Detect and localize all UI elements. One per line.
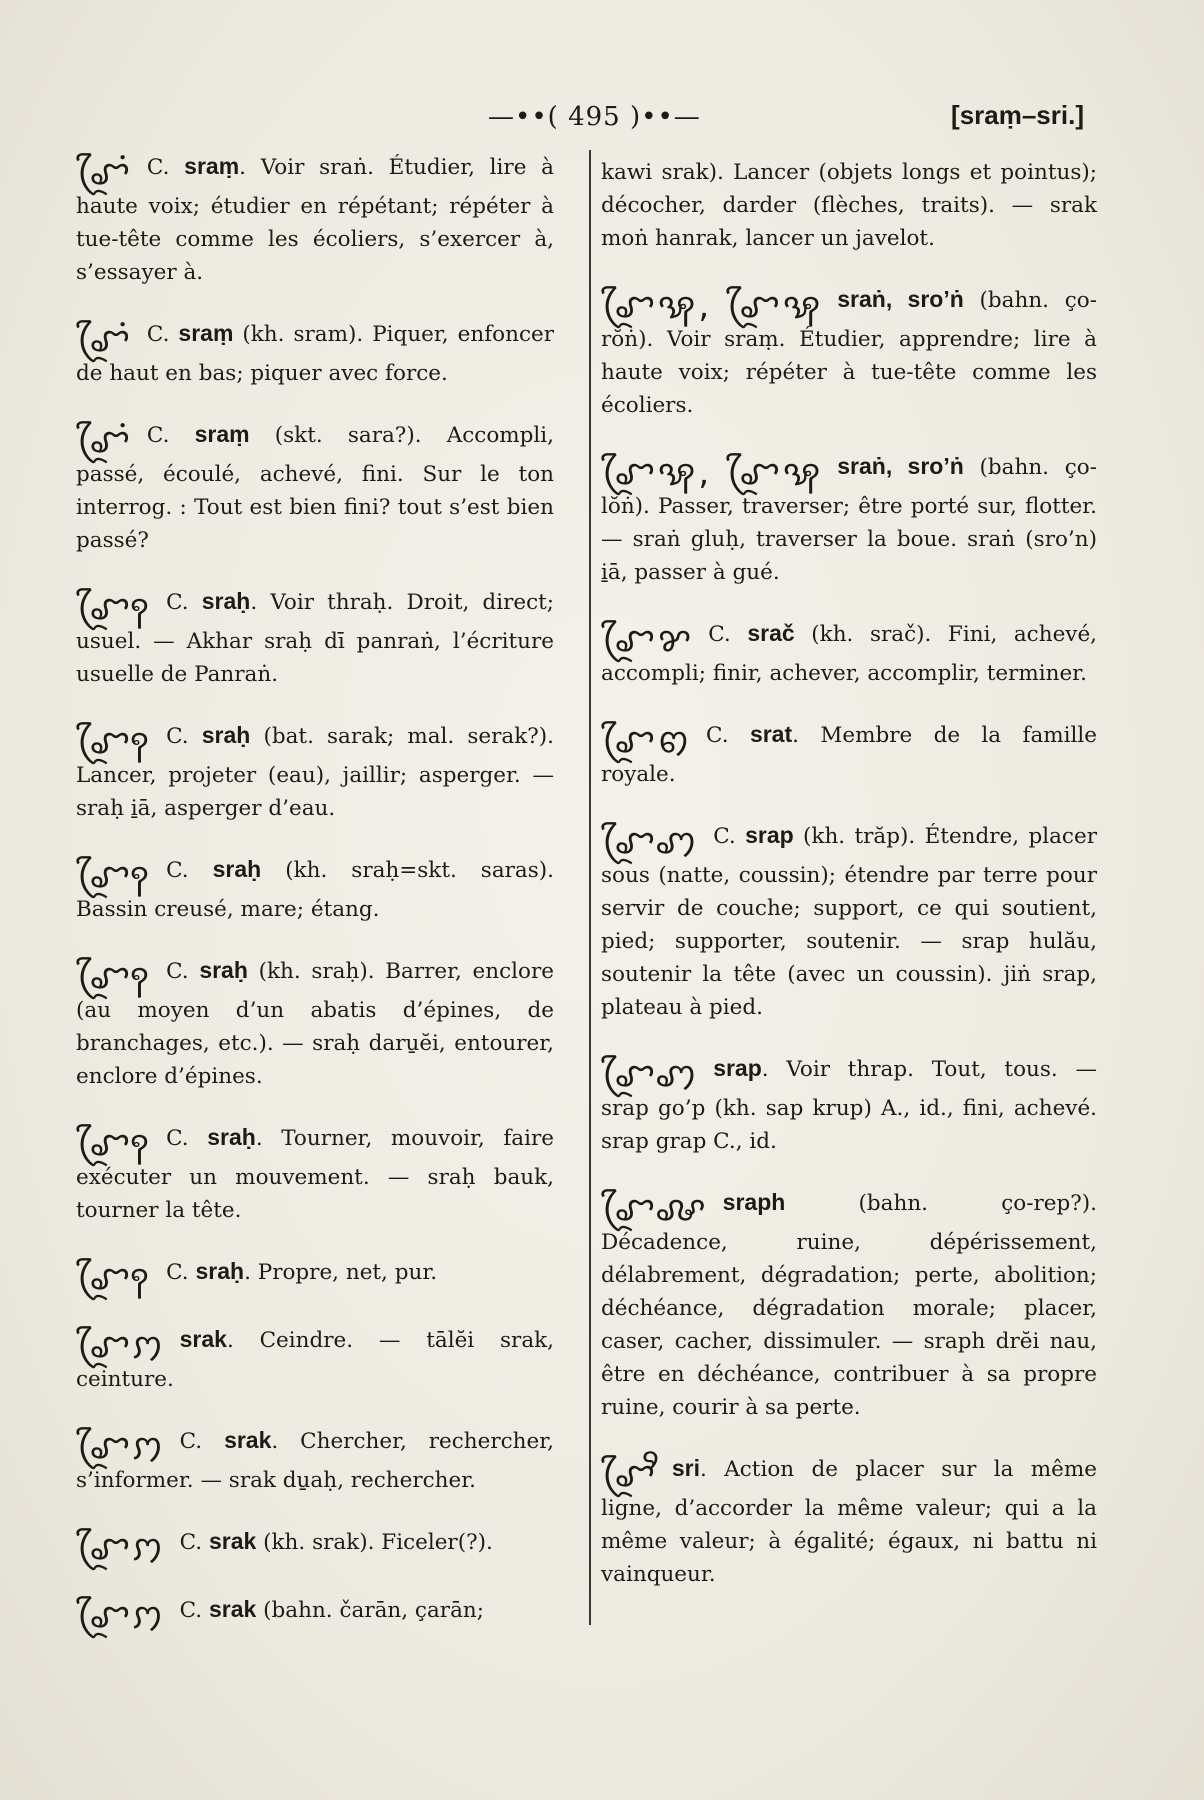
dictionary-entry bbox=[76, 1121, 554, 1227]
dictionary-entry bbox=[76, 150, 554, 289]
entry-definition: (bahn. ҫo-rŏṅ). Voir sraṃ. Étudier, apprendre; lire à haute voix; répéter à tue-tête comme les écoliers. bbox=[601, 288, 1097, 418]
dictionary-entry bbox=[76, 418, 554, 557]
entry-prefix: C. bbox=[166, 1260, 196, 1285]
cham-script-glyph: ꨧꨴꩍ bbox=[76, 957, 153, 997]
entry-definition: . Voir sraṅ. Étudier, lire à haute voix; étudier en répétant; répéter à tue-tête comme les écoliers, s’exercer à, s’essayer à. bbox=[76, 155, 554, 285]
dictionary-entry bbox=[76, 853, 554, 926]
entry-headword: srat bbox=[749, 721, 793, 747]
entry-headword: sraṃ bbox=[178, 320, 234, 346]
dictionary-entry bbox=[76, 1593, 554, 1636]
cham-script-glyph: ꨧꨴꩍ bbox=[76, 856, 153, 896]
entry-headword: sraḥ bbox=[195, 1258, 245, 1284]
dictionary-entry bbox=[601, 283, 1097, 422]
cham-script-glyph: ꨧꨴꨪ bbox=[601, 1455, 658, 1495]
cham-script-glyph: ꨧꨴꨜ bbox=[601, 1189, 709, 1229]
entry-definition: . Voir thrap. Tout, tous. — srap go’p (kh. sap krup) A., id., fini, achevé. srap grap C., id. bbox=[601, 1057, 1097, 1154]
cham-script-glyph: ꨧꨴꩌ bbox=[76, 320, 133, 360]
cham-script-glyph: ꨧꨴꩀ bbox=[76, 1427, 166, 1467]
entry-headword: srak bbox=[179, 1326, 227, 1352]
left-column bbox=[76, 150, 554, 1661]
cham-script-glyph: ꨧꨴꩂ, ꨧꨴꩂ bbox=[601, 286, 824, 326]
cham-script-glyph: ꨧꨴꩍ bbox=[76, 1124, 153, 1164]
entry-headword: sraḥ bbox=[199, 957, 248, 983]
entry-headword: srač bbox=[747, 620, 795, 646]
entry-prefix: C. bbox=[166, 724, 202, 749]
entry-definition: (kh. sraḥ=skt. saras). Bassin creusé, mare; étang. bbox=[76, 858, 554, 922]
entry-definition: . Propre, net, pur. bbox=[244, 1260, 438, 1285]
entry-definition: (bat. sarak; mal. serak?). Lancer, projeter (eau), jaillir; asperger. — sraḥ i̱ā, asperger d’eau. bbox=[76, 724, 555, 821]
running-head: [sraṃ–sri.] bbox=[951, 100, 1084, 130]
entry-definition: (kh. trăp). Étendre, placer sous (natte, coussin); étendre par terre pour servir de couche; support, ce qui soutient, pied; supporter, soutenir. — srap hulău, soutenir la tête (avec un coussin). jiṅ srap, plateau à pied. bbox=[601, 824, 1097, 1020]
entry-prefix: C. bbox=[166, 858, 213, 883]
entry-headword: sraḥ bbox=[207, 1124, 256, 1150]
entry-definition: . Chercher, rechercher, s’informer. — srak du̱aḥ, rechercher. bbox=[76, 1429, 554, 1493]
entry-definition: . Ceindre. — tālĕi srak, ceinture. bbox=[76, 1328, 554, 1392]
cham-script-glyph: ꨧꨴꩀ bbox=[76, 1596, 166, 1636]
entry-prefix: C. bbox=[179, 1429, 225, 1454]
dictionary-entry bbox=[76, 317, 554, 390]
entry-prefix: C. bbox=[706, 723, 750, 748]
entry-prefix: C. bbox=[713, 824, 746, 849]
cham-script-glyph: ꨧꨴꩇ bbox=[601, 822, 700, 862]
entry-headword: sri bbox=[671, 1455, 701, 1481]
entry-definition: (bahn. ҫo-lŏṅ). Passer, traverser; être porté sur, flotter. — sraṅ gluḥ, traverser la boue. sraṅ (sro’n) i̱ā, passer à gué. bbox=[601, 455, 1097, 585]
dictionary-entry bbox=[601, 450, 1097, 589]
entry-headword: srap bbox=[713, 1055, 762, 1081]
cham-script-glyph: ꨧꨴꩅ bbox=[601, 721, 693, 761]
dictionary-entry bbox=[76, 1323, 554, 1396]
dictionary-entry bbox=[76, 1424, 554, 1497]
entry-headword: sraṃ bbox=[184, 153, 240, 179]
entry-prefix: C. bbox=[708, 622, 748, 647]
entry-headword: srak bbox=[224, 1427, 272, 1453]
cham-script-glyph: ꨧꨴꩍ bbox=[76, 722, 153, 762]
cham-script-glyph: ꨧꨴꩌ bbox=[76, 153, 133, 193]
entry-prefix: C. bbox=[146, 155, 185, 180]
dictionary-entry bbox=[601, 718, 1097, 791]
entry-definition: . Tourner, mouvoir, faire exécuter un mouvement. — sraḥ bauk, tourner la tête. bbox=[76, 1126, 554, 1223]
entry-definition: (kh. srak). Ficeler(?). bbox=[256, 1530, 493, 1555]
dictionary-entry bbox=[76, 954, 554, 1093]
entry-headword: sraṅ, sro’ṅ bbox=[837, 286, 964, 312]
column-divider bbox=[589, 150, 591, 1625]
entry-headword: sraṃ bbox=[194, 421, 250, 447]
entry-definition: . Voir thraḥ. Droit, direct; usuel. — Akhar sraḥ dī panraṅ, l’écriture usuelle de Panraṅ. bbox=[76, 590, 554, 687]
dictionary-entry bbox=[76, 585, 554, 691]
cham-script-glyph: ꨧꨴꩂ, ꨧꨴꩂ bbox=[601, 453, 824, 493]
entry-definition: . Membre de la famille royale. bbox=[601, 723, 1097, 787]
cham-script-glyph: ꨧꨴꨌ bbox=[601, 620, 695, 660]
entry-headword: sraḥ bbox=[212, 856, 262, 882]
entry-prefix: C. bbox=[166, 959, 200, 984]
dictionary-entry bbox=[601, 819, 1097, 1024]
cham-script-glyph: ꨧꨴꩀ bbox=[76, 1528, 166, 1568]
entry-definition: (kh. srač). Fini, achevé, accompli; finir, achever, accomplir, terminer. bbox=[601, 622, 1097, 686]
dictionary-entry bbox=[76, 1525, 554, 1568]
cham-script-glyph: ꨧꨴꩌ bbox=[76, 421, 133, 461]
page-header bbox=[0, 98, 1204, 142]
entry-headword: sraph bbox=[722, 1189, 786, 1215]
entry-headword: srap bbox=[745, 822, 794, 848]
dictionary-entry bbox=[76, 1255, 554, 1298]
entry-headword: sraḥ bbox=[201, 588, 251, 614]
dictionary-entry bbox=[601, 1186, 1097, 1424]
entry-definition: (kh. sraḥ). Barrer, enclore (au moyen d’un abatis d’épines, de branchages, etc.). — sraḥ daru̱ĕi, entourer, enclore d’épines. bbox=[76, 959, 554, 1089]
entry-prefix: C. bbox=[166, 1126, 208, 1151]
entry-prefix: C. bbox=[179, 1598, 209, 1623]
entry-prefix: C. bbox=[146, 322, 179, 347]
entry-prefix: C. bbox=[146, 423, 195, 448]
entry-definition: (bahn. ҫo-rep?). Décadence, ruine, dépérissement, délabrement, dégradation; perte, abolition; déchéance, dégradation morale; placer, caser, cacher, dissimuler. — sraph drĕi nau, être en déchéance, contribuer à sa propre ruine, courir à sa perte. bbox=[601, 1191, 1097, 1420]
entry-headword: sraṅ, sro’ṅ bbox=[837, 453, 964, 479]
dictionary-entry bbox=[601, 1052, 1097, 1158]
entry-headword: sraḥ bbox=[201, 722, 251, 748]
entry-headword: srak bbox=[208, 1528, 257, 1554]
dictionary-entry bbox=[601, 1452, 1097, 1591]
entry-prefix: C. bbox=[166, 590, 202, 615]
dictionary-entry bbox=[601, 617, 1097, 690]
entry-definition: (skt. sara?). Accompli, passé, écoulé, achevé, fini. Sur le ton interrog. : Tout est bien fini? tout s’est bien passé? bbox=[76, 423, 554, 553]
entry-definition: . Action de placer sur la même ligne, d’accorder la même valeur; qui a la même valeur; à égalité; égaux, ni battu ni vainqueur. bbox=[601, 1457, 1097, 1587]
entry-definition: (bahn. čarān, ҫarān; bbox=[256, 1598, 484, 1623]
page-number: —••( 495 )••— bbox=[488, 102, 701, 132]
right-column bbox=[601, 150, 1097, 1619]
cham-script-glyph: ꨧꨴꩇ bbox=[601, 1055, 700, 1095]
entry-continuation: kawi srak). Lancer (objets longs et pointus); décocher, darder (flèches, traits). — srak moṅ hanrak, lancer un javelot. bbox=[601, 160, 1097, 251]
cham-script-glyph: ꨧꨴꩍ bbox=[76, 1258, 153, 1298]
dictionary-entry bbox=[76, 719, 554, 825]
entry-prefix: C. bbox=[179, 1530, 209, 1555]
cham-script-glyph: ꨧꨴꩀ bbox=[76, 1326, 166, 1366]
entry-headword: srak bbox=[208, 1596, 257, 1622]
entry-definition: (kh. sram). Piquer, enfoncer de haut en bas; piquer avec force. bbox=[76, 322, 554, 386]
cham-script-glyph: ꨧꨴꩍ bbox=[76, 588, 153, 628]
